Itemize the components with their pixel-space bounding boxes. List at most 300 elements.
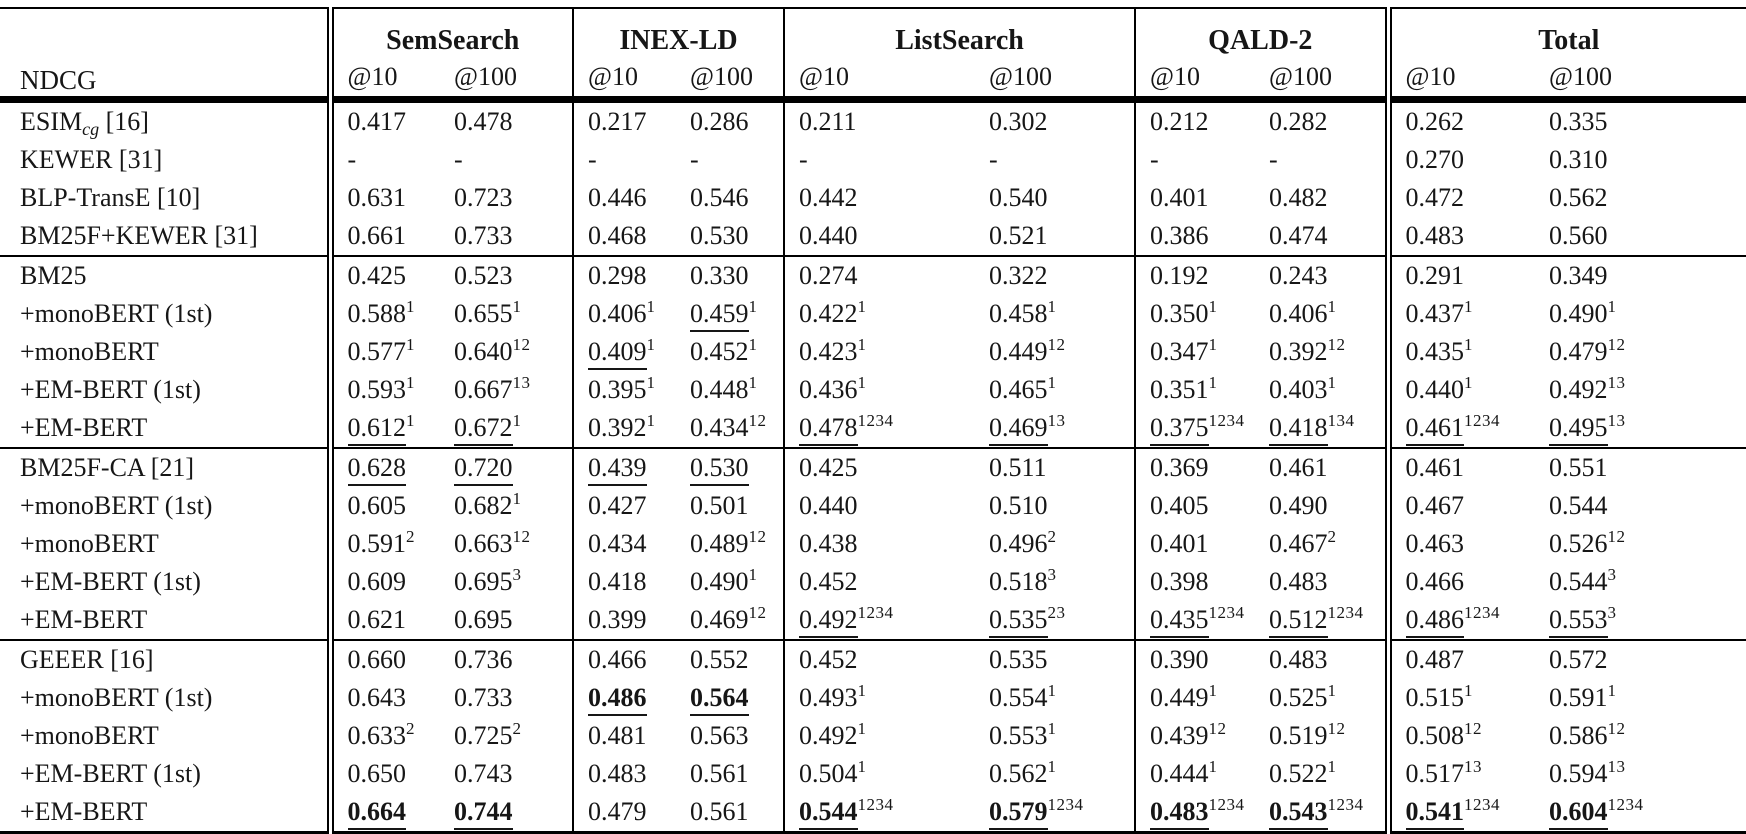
score-value: 0.282 [1269,107,1328,136]
significance-superscript: 1 [857,719,867,738]
significance-superscript: 12 [512,527,531,546]
significance-superscript: 1 [646,373,656,392]
significance-superscript: 12 [1607,335,1626,354]
score-value: 0.435 [1150,605,1209,638]
score-cell [1535,100,1746,142]
score-value: 0.406 [588,299,647,328]
score-cell [975,487,1135,525]
score-cell [1135,679,1255,717]
score-value: 0.483 [1150,797,1209,830]
score-value: 0.392 [588,413,647,442]
score-cell [1535,448,1746,487]
significance-superscript: 1 [406,411,415,430]
score-cell [440,217,573,256]
score-value: 0.466 [588,645,647,674]
score-cell [440,141,573,179]
score-value: - [588,145,597,174]
method-label: +EM-BERT (1st) [0,371,330,409]
score-value: - [989,145,998,174]
score-cell [1135,717,1255,755]
significance-superscript: 1234 [1464,795,1501,814]
row-group-3 [0,640,1746,833]
score-cell [330,333,440,371]
score-value: 0.594 [1549,759,1608,788]
score-value: 0.452 [799,567,858,596]
score-cell [1535,217,1746,256]
score-cell [975,640,1135,679]
significance-superscript: 12 [1607,719,1626,738]
score-cell [1535,371,1746,409]
score-cell [1255,217,1388,256]
significance-superscript: 1 [406,297,415,316]
score-cell [1388,487,1535,525]
score-value: 0.521 [989,221,1048,250]
score-cell [676,217,784,256]
score-value: 0.535 [989,605,1048,638]
score-value: 0.490 [1549,299,1608,328]
score-cell [440,563,573,601]
score-cell [330,679,440,717]
score-cell [1535,640,1746,679]
score-cell [1255,793,1388,833]
method-label: BM25 [0,256,330,295]
score-value: 0.469 [989,413,1048,446]
score-cell [1388,141,1535,179]
score-value: 0.640 [454,337,513,366]
significance-superscript: 1 [512,411,522,430]
score-cell [330,793,440,833]
score-value: 0.483 [1269,567,1328,596]
score-value: 0.478 [799,413,858,446]
significance-superscript: 1 [857,335,867,354]
score-cell [676,793,784,833]
score-value: 0.490 [1269,491,1328,520]
score-cell [1255,487,1388,525]
score-cell [1135,333,1255,371]
score-value: 0.351 [1150,375,1209,404]
score-cell [975,601,1135,640]
score-value: 0.493 [799,683,858,712]
significance-superscript: 1234 [1047,795,1084,814]
table-row [0,601,1746,640]
score-cell [1255,295,1388,333]
significance-superscript: 1 [1327,757,1337,776]
score-cell [1535,179,1746,217]
score-value: 0.492 [799,605,858,638]
score-cell [1255,640,1388,679]
score-value: 0.322 [989,261,1048,290]
score-value: 0.605 [347,491,406,520]
score-value: 0.439 [588,453,647,486]
score-cell [784,793,975,833]
significance-superscript: 2 [406,527,415,546]
score-cell [975,371,1135,409]
score-value: 0.661 [347,221,406,250]
score-cell [1535,333,1746,371]
table-row [0,448,1746,487]
significance-superscript: 13 [1464,757,1483,776]
score-cell [975,755,1135,793]
score-value: 0.418 [588,567,647,596]
method-label: BLP-TransE [10] [0,179,330,217]
significance-superscript: 13 [1047,411,1066,430]
score-value: 0.217 [588,107,647,136]
score-cell [1388,640,1535,679]
score-cell [573,217,676,256]
score-cell [676,563,784,601]
score-value: 0.519 [1269,721,1328,750]
significance-superscript: 12 [1327,719,1346,738]
score-value: 0.487 [1405,645,1465,674]
score-value: 0.553 [1549,605,1608,638]
score-cell [676,487,784,525]
score-value: 0.609 [347,567,406,596]
score-cell [1535,793,1746,833]
score-value: 0.530 [690,221,749,250]
score-value: 0.423 [799,337,858,366]
score-value: - [1269,145,1278,174]
significance-superscript: 12 [748,603,767,622]
score-value: 0.422 [799,299,858,328]
score-cell [1535,755,1746,793]
score-cell [1255,333,1388,371]
score-value: 0.211 [799,107,857,136]
score-value: 0.286 [690,107,749,136]
score-cell [330,256,440,295]
significance-superscript: 1 [406,335,415,354]
score-cell [1535,525,1746,563]
significance-superscript: 1 [857,681,867,700]
score-value: 0.479 [1549,337,1608,366]
score-cell [1388,100,1535,142]
significance-superscript: 13 [1607,411,1626,430]
score-value: 0.695 [454,605,513,634]
significance-superscript: 1234 [1607,795,1644,814]
method-label-subscript: cg [82,119,100,139]
score-value: 0.274 [799,261,858,290]
score-value: 0.406 [1269,299,1328,328]
score-value: 0.512 [1269,605,1328,638]
table-row [0,679,1746,717]
score-value: 0.472 [1405,183,1465,212]
subheader-semsearch-at10: @10 [330,57,440,100]
table-row [0,487,1746,525]
score-cell [1388,793,1535,833]
score-cell [676,256,784,295]
subheader-semsearch-at100: @100 [440,57,573,100]
score-value: - [1150,145,1159,174]
score-value: 0.511 [989,453,1047,482]
table-row [0,141,1746,179]
significance-superscript: 1 [512,297,522,316]
score-value: 0.436 [799,375,858,404]
significance-superscript: 1234 [1208,411,1245,430]
significance-superscript: 1 [857,373,867,392]
score-cell [1255,371,1388,409]
score-value: 0.523 [454,261,513,290]
significance-superscript: 1 [1208,681,1218,700]
column-group-qald2: QALD-2 [1135,8,1388,57]
score-cell [676,755,784,793]
score-value: 0.725 [454,721,513,750]
method-label: +monoBERT (1st) [0,679,330,717]
score-value: 0.449 [1150,683,1209,712]
score-value: 0.466 [1405,567,1465,596]
score-cell [975,179,1135,217]
score-value: 0.650 [347,759,406,788]
score-value: 0.541 [1406,797,1465,830]
score-cell [1388,563,1535,601]
score-cell [784,487,975,525]
score-value: 0.446 [588,183,647,212]
score-cell [676,679,784,717]
score-value: 0.508 [1405,721,1465,750]
score-value: 0.554 [989,683,1048,712]
score-cell [676,333,784,371]
method-label: +EM-BERT [0,793,330,833]
score-cell [573,256,676,295]
significance-superscript: 2 [1047,527,1057,546]
score-cell [1135,563,1255,601]
significance-superscript: 3 [1607,603,1617,622]
score-value: 0.561 [690,759,749,788]
corner-header: NDCG [0,8,330,100]
score-value: 0.586 [1549,721,1608,750]
significance-superscript: 1 [512,489,522,508]
score-cell [784,525,975,563]
table-row [0,179,1746,217]
significance-superscript: 3 [1047,565,1057,584]
significance-superscript: 2 [1327,527,1337,546]
score-cell [440,256,573,295]
score-value: 0.395 [588,375,647,404]
score-cell [784,755,975,793]
score-value: 0.444 [1150,759,1209,788]
row-group-0 [0,100,1746,257]
score-value: 0.335 [1549,107,1608,136]
score-value: 0.212 [1150,107,1209,136]
method-label: +monoBERT [0,333,330,371]
score-cell [1535,601,1746,640]
score-cell [975,679,1135,717]
score-value: 0.440 [1405,375,1465,404]
score-cell [784,640,975,679]
score-cell [440,487,573,525]
score-value: 0.552 [690,645,749,674]
score-value: 0.405 [1150,491,1209,520]
score-value: 0.403 [1269,375,1328,404]
score-cell [440,371,573,409]
score-value: 0.417 [347,107,406,136]
score-cell [975,717,1135,755]
score-value: 0.510 [989,491,1048,520]
score-value: 0.486 [1406,605,1465,638]
score-cell [573,409,676,448]
table-row [0,409,1746,448]
table-row [0,333,1746,371]
score-cell [1255,141,1388,179]
method-label: +EM-BERT (1st) [0,563,330,601]
score-value: 0.560 [1549,221,1608,250]
score-cell [1388,217,1535,256]
score-value: 0.562 [1549,183,1608,212]
score-cell [784,601,975,640]
score-value: 0.349 [1549,261,1608,290]
score-cell [440,448,573,487]
score-value: 0.525 [1269,683,1328,712]
score-value: 0.386 [1150,221,1209,250]
score-cell [1135,487,1255,525]
table-header [0,8,1746,100]
score-cell [440,793,573,833]
score-value: 0.492 [1549,375,1608,404]
score-value: 0.490 [690,567,749,596]
significance-superscript: 12 [1327,335,1346,354]
score-cell [1135,755,1255,793]
score-cell [573,525,676,563]
column-group-total: Total [1538,25,1600,56]
score-cell [1535,295,1746,333]
score-value: 0.564 [690,683,749,716]
table-row [0,256,1746,295]
score-value: 0.544 [799,797,858,830]
significance-superscript: 134 [1327,411,1355,430]
column-group-semsearch: SemSearch [330,8,573,57]
significance-superscript: 12 [1208,719,1227,738]
score-cell [784,295,975,333]
score-value: 0.461 [1269,453,1328,482]
score-value: 0.612 [348,413,407,446]
header-group-row [0,8,1746,57]
significance-superscript: 3 [512,565,522,584]
score-cell [784,717,975,755]
score-value: 0.243 [1269,261,1328,290]
table-row [0,717,1746,755]
score-value: 0.483 [1269,645,1328,674]
score-cell [1535,141,1746,179]
score-cell [676,371,784,409]
score-cell [330,755,440,793]
score-cell [330,640,440,679]
score-value: 0.479 [588,797,647,826]
score-value: 0.604 [1549,797,1608,830]
subheader-qald2-at100: @100 [1255,57,1388,100]
score-cell [1388,717,1535,755]
score-cell [440,679,573,717]
method-label: +EM-BERT [0,409,330,448]
significance-superscript: 12 [1047,335,1066,354]
subheader-total-at100: @100 [1535,57,1746,100]
score-cell [975,256,1135,295]
score-value: 0.563 [690,721,749,750]
score-cell [330,295,440,333]
score-value: 0.621 [347,605,406,634]
score-cell [1388,525,1535,563]
score-cell [1388,295,1535,333]
score-value: 0.330 [690,261,749,290]
score-cell [573,295,676,333]
subheader-inexld-at100: @100 [676,57,784,100]
score-value: 0.474 [1269,221,1328,250]
significance-superscript: 1 [1208,373,1218,392]
table-row [0,755,1746,793]
significance-superscript: 1234 [857,411,894,430]
score-value: 0.489 [690,529,749,558]
score-value: 0.398 [1150,567,1209,596]
score-cell [784,100,975,142]
significance-superscript: 1 [1464,681,1474,700]
row-group-2 [0,448,1746,640]
score-value: 0.401 [1150,183,1209,212]
score-cell [676,141,784,179]
score-value: 0.435 [1405,337,1465,366]
score-value: 0.496 [989,529,1048,558]
significance-superscript: 1 [646,411,656,430]
significance-superscript: 1 [857,297,867,316]
score-cell [1535,563,1746,601]
score-cell [1255,679,1388,717]
score-value: 0.495 [1549,413,1608,446]
score-value: 0.298 [588,261,647,290]
score-cell [676,409,784,448]
score-value: 0.448 [690,375,749,404]
score-value: 0.501 [690,491,749,520]
score-value: 0.544 [1549,491,1608,520]
score-cell [676,179,784,217]
score-cell [784,217,975,256]
score-cell [1388,755,1535,793]
score-cell [1535,487,1746,525]
column-group-listsearch: ListSearch [784,8,1135,57]
method-label: BM25F-CA [21] [0,448,330,487]
score-cell [975,448,1135,487]
score-value: 0.458 [989,299,1048,328]
score-value: 0.390 [1150,645,1209,674]
score-cell [1135,256,1255,295]
score-cell [573,793,676,833]
score-value: 0.425 [799,453,858,482]
method-label: $ESIM_{cg}$ [16] [0,100,330,142]
score-value: 0.482 [1269,183,1328,212]
score-value: 0.720 [454,453,513,486]
score-value: 0.682 [454,491,513,520]
score-cell [440,525,573,563]
score-value: - [690,145,699,174]
score-value: 0.723 [454,183,513,212]
score-value: 0.663 [454,529,513,558]
significance-superscript: 1 [1327,297,1337,316]
significance-superscript: 1 [1464,297,1474,316]
score-value: 0.530 [690,453,749,486]
score-value: 0.442 [799,183,858,212]
significance-superscript: 13 [1607,373,1626,392]
score-cell [330,525,440,563]
score-cell [975,409,1135,448]
significance-superscript: 1 [1327,681,1337,700]
score-cell [1135,793,1255,833]
significance-superscript: 13 [1607,757,1626,776]
score-value: - [347,145,357,174]
score-value: 0.440 [799,221,858,250]
score-value: 0.425 [347,261,406,290]
score-cell [440,755,573,793]
score-cell [1135,217,1255,256]
score-cell [975,295,1135,333]
significance-superscript: 1 [1607,297,1617,316]
score-value: 0.262 [1405,107,1465,136]
score-value: 0.518 [989,567,1048,596]
significance-superscript: 1 [1047,373,1057,392]
